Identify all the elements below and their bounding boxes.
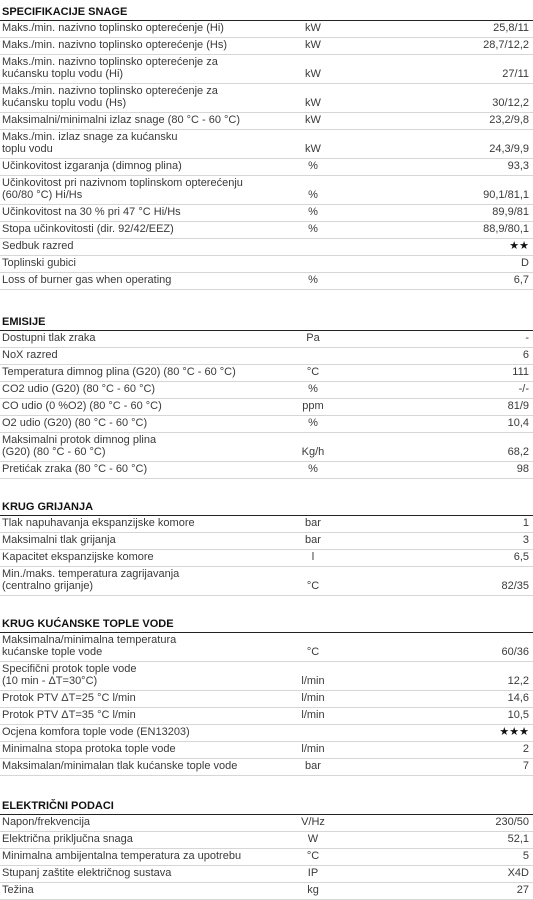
spec-row bbox=[0, 331, 533, 348]
spec-row bbox=[0, 205, 533, 222]
section-2 bbox=[0, 314, 533, 479]
spec-row bbox=[0, 849, 533, 866]
spec-unit: °C bbox=[306, 850, 320, 862]
spec-value: 14,6 bbox=[507, 692, 529, 704]
spec-label: Maksimalan/minimalan tlak kućanske tople vode bbox=[2, 760, 238, 772]
spec-unit: IP bbox=[307, 867, 319, 879]
spec-unit: l/min bbox=[301, 709, 325, 721]
spec-label: Protok PTV ΔT=25 °C l/min bbox=[2, 692, 136, 704]
spec-value: 12,2 bbox=[507, 675, 529, 687]
spec-value: 1 bbox=[522, 517, 529, 529]
spec-value: 6,7 bbox=[513, 274, 529, 286]
spec-row bbox=[0, 533, 533, 550]
spec-unit: kW bbox=[305, 22, 321, 34]
spec-row bbox=[0, 113, 533, 130]
section-1 bbox=[0, 4, 533, 290]
spec-label: Specifični protok tople vode (10 min - ΔT=30°C) bbox=[2, 663, 137, 687]
spec-label: Tlak napuhavanja ekspanzijske komore bbox=[2, 517, 195, 529]
spec-unit: Pa bbox=[306, 332, 320, 344]
spec-value: 10,5 bbox=[507, 709, 529, 721]
spec-label: Maksimalni/minimalni izlaz snage (80 °C - 60 °C) bbox=[2, 114, 241, 126]
spec-value: 52,1 bbox=[507, 833, 529, 845]
spec-label: Protok PTV ΔT=35 °C l/min bbox=[2, 709, 136, 721]
spec-value: 68,2 bbox=[507, 446, 529, 458]
spec-label: Težina bbox=[2, 884, 34, 896]
spec-unit: % bbox=[308, 383, 318, 395]
spec-value: 7 bbox=[522, 760, 529, 772]
spec-unit: kW bbox=[305, 143, 321, 155]
spec-row bbox=[0, 256, 533, 273]
spec-label: Dostupni tlak zraka bbox=[2, 332, 96, 344]
spec-row bbox=[0, 130, 533, 159]
spec-value: D bbox=[521, 257, 529, 269]
spec-label: Kapacitet ekspanzijske komore bbox=[2, 551, 154, 563]
star-rating: ★★★ bbox=[499, 726, 529, 738]
spec-value: 28,7/12,2 bbox=[483, 39, 529, 51]
spec-unit: kW bbox=[305, 114, 321, 126]
spec-value: 98 bbox=[516, 463, 529, 475]
spec-row bbox=[0, 159, 533, 176]
spec-label: Maksimalna/minimalna temperatura kućanske tople vode bbox=[2, 634, 177, 658]
spec-label: Učinkovitost na 30 % pri 47 °C Hi/Hs bbox=[2, 206, 181, 218]
spec-label: Električna priključna snaga bbox=[2, 833, 133, 845]
spec-unit: l/min bbox=[301, 675, 325, 687]
spec-value: 24,3/9,9 bbox=[489, 143, 529, 155]
spec-label: Sedbuk razred bbox=[2, 240, 74, 252]
spec-value: 6 bbox=[522, 349, 529, 361]
spec-label: Min./maks. temperatura zagrijavanja (centralno grijanje) bbox=[2, 568, 180, 592]
section-title: EMISIJE bbox=[0, 314, 533, 331]
spec-value: 25,8/11 bbox=[493, 22, 529, 34]
spec-label: Minimalna stopa protoka tople vode bbox=[2, 743, 176, 755]
spec-label: Maks./min. nazivno toplinsko opterećenje (Hs) bbox=[2, 39, 227, 51]
spec-row bbox=[0, 866, 533, 883]
spec-value: 3 bbox=[522, 534, 529, 546]
spec-label: Temperatura dimnog plina (G20) (80 °C - 60 °C) bbox=[2, 366, 236, 378]
spec-row bbox=[0, 633, 533, 662]
spec-unit: kW bbox=[305, 97, 321, 109]
spec-unit: l/min bbox=[301, 743, 325, 755]
section-title: SPECIFIKACIJE SNAGE bbox=[0, 4, 533, 21]
section-5 bbox=[0, 798, 533, 900]
spec-row bbox=[0, 365, 533, 382]
spec-label: CO udio (0 %O2) (80 °C - 60 °C) bbox=[2, 400, 162, 412]
spec-unit: % bbox=[308, 274, 318, 286]
spec-row bbox=[0, 348, 533, 365]
spec-row bbox=[0, 691, 533, 708]
spec-unit: % bbox=[308, 463, 318, 475]
spec-value: 230/50 bbox=[495, 816, 529, 828]
spec-label: Stopa učinkovitosti (dir. 92/42/EEZ) bbox=[2, 223, 174, 235]
spec-label: Ocjena komfora tople vode (EN13203) bbox=[2, 726, 190, 738]
spec-unit: °C bbox=[306, 646, 320, 658]
spec-row bbox=[0, 239, 533, 256]
spec-unit: bar bbox=[305, 517, 321, 529]
spec-row bbox=[0, 38, 533, 55]
spec-label: Minimalna ambijentalna temperatura za upotrebu bbox=[2, 850, 242, 862]
spec-row bbox=[0, 462, 533, 479]
spec-unit: % bbox=[308, 206, 318, 218]
section-4 bbox=[0, 616, 533, 776]
spec-value: 93,3 bbox=[507, 160, 529, 172]
spec-unit: kg bbox=[307, 884, 319, 896]
spec-unit: % bbox=[308, 223, 318, 235]
spec-row bbox=[0, 832, 533, 849]
spec-row bbox=[0, 382, 533, 399]
spec-label: Napon/frekvencija bbox=[2, 816, 91, 828]
spec-unit: % bbox=[308, 160, 318, 172]
spec-label: Učinkovitost pri nazivnom toplinskom opterećenju (60/80 °C) Hi/Hs bbox=[2, 177, 243, 201]
spec-value: 60/36 bbox=[501, 646, 529, 658]
spec-row bbox=[0, 725, 533, 742]
spec-row bbox=[0, 815, 533, 832]
spec-value: 27 bbox=[516, 884, 529, 896]
spec-row bbox=[0, 416, 533, 433]
spec-label: Maks./min. nazivno toplinsko opterećenje za kućansku toplu vodu (Hi) bbox=[2, 56, 218, 80]
spec-row bbox=[0, 759, 533, 776]
spec-value: 81/9 bbox=[507, 400, 529, 412]
spec-value: 88,9/80,1 bbox=[483, 223, 529, 235]
spec-row bbox=[0, 21, 533, 38]
spec-unit: ppm bbox=[302, 400, 324, 412]
spec-label: Maks./min. izlaz snage za kućansku toplu vodu bbox=[2, 131, 178, 155]
spec-label: NoX razred bbox=[2, 349, 58, 361]
spec-unit: % bbox=[308, 189, 318, 201]
spec-unit: W bbox=[307, 833, 319, 845]
spec-value: 27/11 bbox=[502, 68, 529, 80]
spec-value: 6,5 bbox=[513, 551, 529, 563]
spec-label: O2 udio (G20) (80 °C - 60 °C) bbox=[2, 417, 148, 429]
spec-label: Maksimalni protok dimnog plina (G20) (80 °C - 60 °C) bbox=[2, 434, 157, 458]
spec-row bbox=[0, 84, 533, 113]
spec-unit: Kg/h bbox=[301, 446, 325, 458]
spec-unit: kW bbox=[305, 68, 321, 80]
star-rating: ★★ bbox=[509, 240, 529, 252]
section-title: KRUG GRIJANJA bbox=[0, 499, 533, 516]
spec-value: 90,1/81,1 bbox=[483, 189, 529, 201]
spec-label: Toplinski gubici bbox=[2, 257, 76, 269]
section-title: KRUG KUĆANSKE TOPLE VODE bbox=[0, 616, 533, 633]
spec-unit: °C bbox=[306, 580, 320, 592]
spec-label: Loss of burner gas when operating bbox=[2, 274, 172, 286]
spec-row bbox=[0, 567, 533, 596]
spec-label: Stupanj zaštite električnog sustava bbox=[2, 867, 172, 879]
spec-row bbox=[0, 550, 533, 567]
spec-value: - bbox=[525, 332, 529, 344]
spec-row bbox=[0, 273, 533, 290]
spec-row bbox=[0, 742, 533, 759]
spec-row bbox=[0, 55, 533, 84]
section-3 bbox=[0, 499, 533, 596]
spec-row bbox=[0, 662, 533, 691]
spec-row bbox=[0, 433, 533, 462]
spec-value: 111 bbox=[512, 366, 529, 378]
spec-value: 2 bbox=[522, 743, 529, 755]
spec-value: 5 bbox=[522, 850, 529, 862]
spec-value: 10,4 bbox=[507, 417, 529, 429]
spec-value: -/- bbox=[518, 383, 529, 395]
spec-unit: % bbox=[308, 417, 318, 429]
spec-unit: kW bbox=[305, 39, 321, 51]
spec-unit: bar bbox=[305, 534, 321, 546]
spec-unit: l/min bbox=[301, 692, 325, 704]
spec-row bbox=[0, 708, 533, 725]
spec-value: 89,9/81 bbox=[492, 206, 529, 218]
spec-row bbox=[0, 176, 533, 205]
spec-row bbox=[0, 883, 533, 900]
spec-value: 30/12,2 bbox=[492, 97, 529, 109]
spec-row bbox=[0, 516, 533, 533]
spec-label: Maks./min. nazivno toplinsko opterećenje za kućansku toplu vodu (Hs) bbox=[2, 85, 218, 109]
spec-unit: °C bbox=[306, 366, 320, 378]
spec-value: 82/35 bbox=[501, 580, 529, 592]
spec-unit: V/Hz bbox=[301, 816, 325, 828]
spec-label: Maks./min. nazivno toplinsko opterećenje (Hi) bbox=[2, 22, 224, 34]
spec-unit: bar bbox=[305, 760, 321, 772]
section-title: ELEKTRIČNI PODACI bbox=[0, 798, 533, 815]
spec-value: 23,2/9,8 bbox=[489, 114, 529, 126]
spec-label: Maksimalni tlak grijanja bbox=[2, 534, 116, 546]
spec-row bbox=[0, 222, 533, 239]
spec-row bbox=[0, 399, 533, 416]
spec-label: Učinkovitost izgaranja (dimnog plina) bbox=[2, 160, 182, 172]
spec-label: Pretićak zraka (80 °C - 60 °C) bbox=[2, 463, 148, 475]
spec-unit: l bbox=[311, 551, 315, 563]
spec-value: X4D bbox=[507, 867, 529, 879]
spec-label: CO2 udio (G20) (80 °C - 60 °C) bbox=[2, 383, 156, 395]
